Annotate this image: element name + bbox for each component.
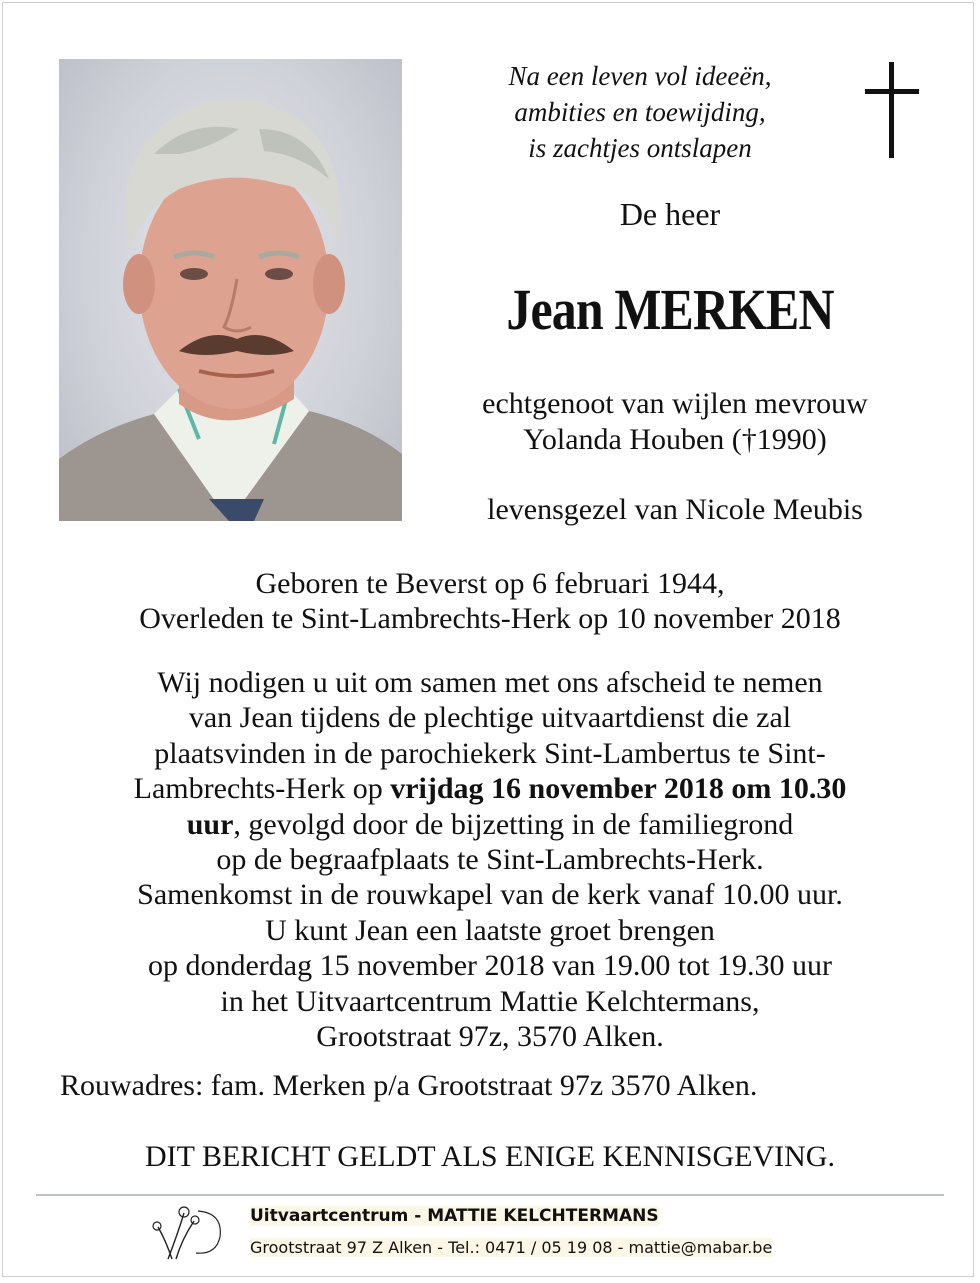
invitation-text: Lambrechts-Herk op — [133, 772, 391, 806]
spouse-info — [405, 386, 945, 458]
honorific: De heer — [619, 196, 721, 232]
notice-statement: DIT BERICHT GELDT ALS ENIGE KENNISGEVING. — [145, 1140, 835, 1173]
spouse-line: Yolanda Houben (†1990) — [523, 423, 827, 456]
invitation-line — [40, 807, 940, 842]
invitation-text: , gevolgd door de bijzetting in de familiegrond — [233, 807, 794, 841]
partner-info — [405, 492, 945, 528]
invitation-line: op donderdag 15 november 2018 van 19.00 tot 19.30 uur — [147, 949, 833, 983]
died-line: Overleden te Sint-Lambrechts-Herk op 10 november 2018 — [139, 602, 841, 636]
mourning-address: Rouwadres: fam. Merken p/a Grootstraat 97z 3570 Alken. — [60, 1069, 758, 1102]
intro-line: is zachtjes ontslapen — [528, 133, 752, 163]
intro-line: ambities en toewijding, — [514, 97, 766, 127]
invitation-line: Samenkomst in de rouwkapel van de kerk vanaf 10.00 uur. — [137, 878, 843, 912]
invitation-line: U kunt Jean een laatste groet brengen — [265, 913, 715, 947]
invitation-line — [40, 771, 940, 806]
born-line: Geboren te Beverst op 6 februari 1944, — [255, 567, 725, 600]
intro-verse — [430, 58, 850, 166]
portrait-photo — [59, 59, 402, 521]
flower-logo-icon — [148, 1203, 228, 1265]
invitation-line: Wij nodigen u uit om samen met ons afscheid te nemen — [157, 666, 823, 699]
cross-icon — [863, 62, 923, 166]
invitation-line: plaatsvinden in de parochiekerk Sint-Lambertus te Sint- — [154, 736, 826, 770]
invitation-line: Grootstraat 97z, 3570 Alken. — [316, 1020, 664, 1054]
spouse-line: echtgenoot van wijlen mevrouw — [482, 387, 868, 420]
invitation-line: in het Uitvaartcentrum Mattie Kelchtermans, — [220, 984, 760, 1018]
intro-line: Na een leven vol ideeën, — [508, 61, 772, 91]
funeral-invitation — [40, 665, 940, 1054]
invitation-line: van Jean tijdens de plechtige uitvaartdienst die zal — [188, 701, 792, 735]
birth-death-dates — [40, 566, 940, 637]
undertaker-name: Uitvaartcentrum - MATTIE KELCHTERMANS — [250, 1206, 659, 1226]
deceased-name: Jean MERKEN — [506, 277, 834, 342]
divider — [36, 1194, 944, 1196]
service-time-unit: uur — [186, 807, 234, 841]
invitation-line: op de begraafplaats te Sint-Lambrechts-Herk. — [216, 843, 764, 877]
undertaker-contact: Grootstraat 97 Z Alken - Tel.: 0471 / 05 19 08 - mattie@mabar.be — [250, 1238, 773, 1257]
partner-line: levensgezel van Nicole Meubis — [487, 493, 863, 526]
service-date: vrijdag 16 november 2018 om 10.30 — [390, 772, 847, 806]
